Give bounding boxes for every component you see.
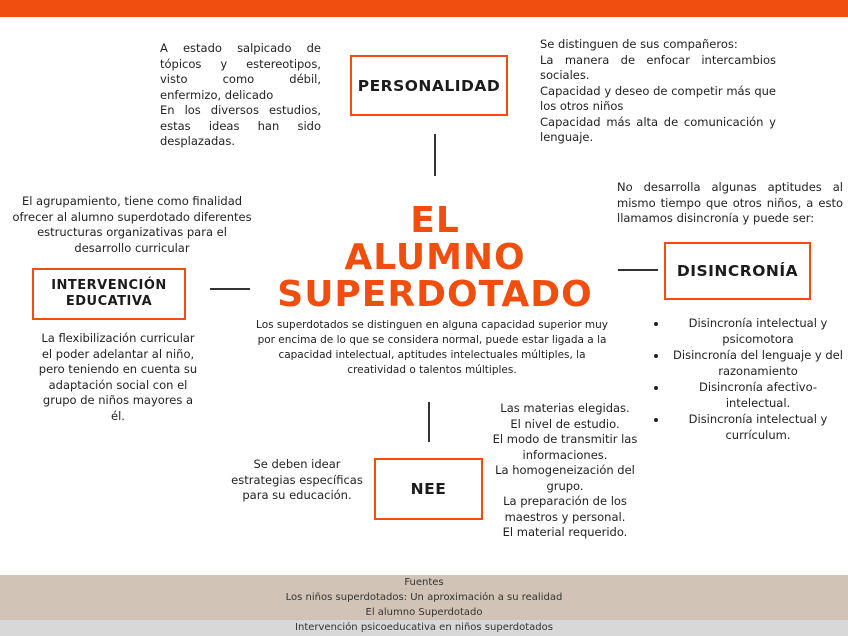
footer-source: El alumno Superdotado — [0, 605, 848, 620]
title-line: ALUMNO — [344, 237, 526, 278]
nee-right-text — [489, 401, 641, 541]
text-line: El modo de transmitir las informaciones. — [492, 432, 638, 462]
nee-box — [374, 458, 483, 520]
connector-disincronia — [618, 269, 658, 271]
disincronia-list — [650, 316, 848, 444]
text-line: El nivel de estudio. — [510, 416, 620, 431]
list-item: • Disincronía del lenguaje y del razonamiento — [668, 348, 848, 379]
intervencion-box — [32, 268, 186, 320]
text-line: El material requerido. — [502, 525, 628, 539]
list-item: • Disincronía intelectual y currículum. — [668, 412, 848, 443]
text-line: Capacidad más alta de comunicación y lenguaje. — [540, 114, 776, 144]
footer-source: Intervención psicoeducativa en niños superdotados — [0, 620, 848, 636]
text-line: Capacidad y deseo de competir más que los otros niños — [540, 83, 776, 113]
list-item: • Disincronía intelectual y psicomotora — [668, 316, 848, 347]
text-line: Las materias elegidas. — [500, 401, 630, 415]
main-title — [250, 202, 620, 313]
connector-personalidad — [434, 134, 436, 176]
footer-source: Los niños superdotados: Un aproximación a su realidad — [0, 590, 848, 605]
title-line: EL — [410, 200, 460, 241]
nee-left-text: Se deben idear estrategias específicas para su educación. — [231, 457, 363, 502]
connector-nee — [428, 402, 430, 442]
text-line: A estado salpicado de tópicos y estereotipos, visto como débil, enfermizo, delicado — [160, 41, 321, 102]
connector-intervencion — [210, 288, 250, 290]
text-line: Se distinguen de sus compañeros: — [540, 37, 738, 51]
intervencion-bottom-text: La flexibilización curricular el poder adelantar al niño, pero teniendo en cuenta su adaptación social con el grupo de niños mayores a él. — [38, 331, 198, 423]
title-line: SUPERDOTADO — [277, 274, 593, 315]
personalidad-right-text — [540, 37, 776, 146]
disincronia-box — [664, 242, 811, 300]
intervencion-top-text: El agrupamiento, tiene como finalidad ofrecer al alumno superdotado diferentes estructuras organizativas para el desarrollo curricular — [12, 194, 252, 255]
personalidad-label: PERSONALIDAD — [357, 76, 501, 95]
nee-label: NEE — [410, 480, 447, 498]
text-line: En los diversos estudios, estas ideas han sido desplazadas. — [160, 103, 321, 148]
text-line: La preparación de los maestros y personal. — [503, 494, 627, 524]
text-line: La manera de enfocar intercambios sociales. — [540, 52, 776, 82]
disincronia-label: DISINCRONÍA — [676, 262, 799, 280]
top-accent-bar — [0, 0, 848, 17]
footer-heading: Fuentes — [0, 575, 848, 590]
list-item: • Disincronía afectivo-intelectual. — [668, 380, 848, 411]
personalidad-left-text — [160, 41, 321, 150]
disincronia-intro: No desarrolla algunas aptitudes al mismo tiempo que otros niños, a esto llamamos disincronía y puede ser: — [617, 180, 843, 225]
text-line: La homogeneización del grupo. — [495, 463, 635, 493]
center-description: Los superdotados se distinguen en alguna capacidad superior muy por encima de lo que se considera normal, puede estar ligada a la capacidad intelectual, aptitudes intelectuales múltiples, la creatividad o talentos múltiples. — [256, 319, 608, 376]
intervencion-label: INTERVENCIÓN EDUCATIVA — [51, 278, 167, 309]
personalidad-box — [350, 55, 508, 116]
